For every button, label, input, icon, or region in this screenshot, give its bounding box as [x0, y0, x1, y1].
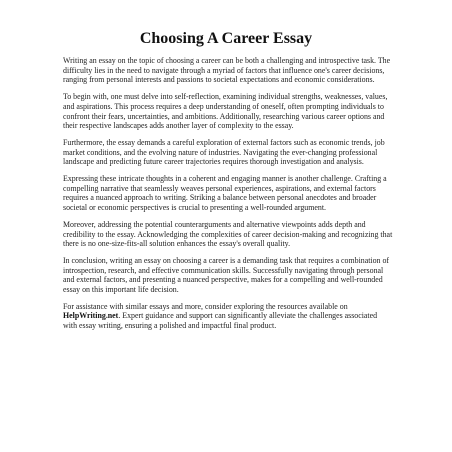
paragraph-conclusion: In conclusion, writing an essay on choosing a career is a demanding task that requires a combination of introspection, research, and effective communication skills. Successfully navigating through personal and external factors, and presenting a nuanced perspective, makes for a compelling and well-rounded essay on this important life decision. [63, 255, 390, 295]
closing-text-after: . Expert guidance and support can significantly alleviate the challenges associated with essay writing, ensuring a polished and impactful final product. [63, 311, 378, 331]
page-title: Choosing A Career Essay [139, 30, 313, 47]
paragraph-closing [63, 302, 393, 331]
brand-link[interactable]: HelpWriting.net [63, 311, 119, 321]
paragraph-external-factors: Furthermore, the essay demands a careful exploration of external factors such as economic trends, job market conditions, and the evolving nature of industries. Navigating the ever-changing professional landscape and predicting future career trajectories requires thorough investigation and analysis. [63, 137, 385, 167]
essay-body [63, 56, 393, 331]
paragraph-expression: Expressing these intricate thoughts in a coherent and engaging manner is another challenge. Crafting a compelling narrative that seamlessly weaves personal experiences, aspirations, and external factors requires a nuanced approach to writing. Striking a balance between personal anecdotes and broader societal or economic perspectives is crucial to presenting a well-rounded argument. [63, 174, 387, 213]
paragraph-counterarguments: Moreover, addressing the potential counterarguments and alternative viewpoints adds depth and credibility to the essay. Acknowledging the complexities of career decision-making and recognizing that there is no one-size-fits-all solution enhances the essay's overall quality. [63, 219, 393, 249]
paragraph-self-reflection: To begin with, one must delve into self-reflection, examining individual strengths, weaknesses, values, and aspirations. This process requires a deep understanding of oneself, often prompting individuals to confront their fears, uncertainties, and ambitions. Additionally, researching various career options and their respective landscapes adds another layer of complexity to the essay. [63, 92, 388, 131]
closing-text-before: For assistance with similar essays and more, consider exploring the resources available on [63, 301, 348, 311]
paragraph-intro: Writing an essay on the topic of choosing a career can be both a challenging and introspective task. The difficulty lies in the need to navigate through a myriad of factors that influence one's career decisions, ranging from personal interests and passions to societal expectations and economic considerations. [63, 56, 391, 85]
